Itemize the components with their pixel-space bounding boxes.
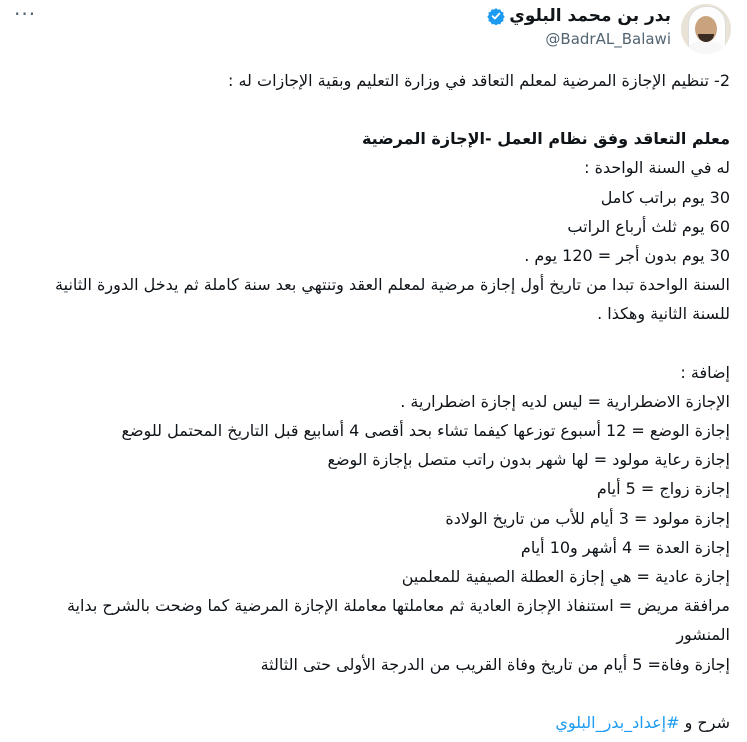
text-line: إجازة وفاة= 5 أيام من تاريخ وفاة القريب من الدرجة الأولى حتى الثالثة bbox=[260, 654, 730, 674]
text-line: 30 يوم بدون أجر = 120 يوم . bbox=[524, 246, 730, 266]
text-line: إجازة عادية = هي إجازة العطلة الصيفية للمعلمين bbox=[401, 567, 730, 587]
text-line: إجازة زواج = 5 أيام bbox=[596, 479, 730, 499]
text-line: 30 يوم براتب كامل bbox=[600, 187, 730, 207]
text-line: إجازة الوضع = 12 أسبوع توزعها كيفما تشاء بحد أقصى 4 أسابيع قبل التاريخ المحتمل للوضع bbox=[121, 421, 730, 441]
name-row bbox=[487, 6, 671, 26]
tweet-header bbox=[487, 4, 731, 54]
text-line: إضافة : bbox=[680, 362, 730, 382]
text-line: 2- تنظيم الإجازة المرضية لمعلم التعاقد في وزارة التعليم وبقية الإجازات له : bbox=[227, 71, 730, 90]
author-name[interactable]: بدر بن محمد البلوي bbox=[509, 6, 671, 26]
author-handle[interactable]: @BadrAL_Balawi bbox=[545, 30, 671, 48]
blank-line bbox=[30, 95, 730, 124]
blank-line bbox=[30, 329, 730, 358]
text-line: إجازة مولود = 3 أيام للأب من تاريخ الولادة bbox=[445, 508, 730, 528]
verified-badge-icon bbox=[487, 7, 505, 25]
avatar[interactable] bbox=[681, 4, 731, 54]
text-paragraph: مرافقة مريض = استنفاذ الإجازة العادية ثم معاملتها معاملة الإجازة المرضية كما وضحت بالشرح بداية المنشور bbox=[66, 596, 730, 645]
section-heading: معلم التعاقد وفق نظام العمل -الإجازة المرضية bbox=[361, 129, 730, 149]
more-options-icon[interactable]: ··· bbox=[14, 2, 37, 26]
footer-line bbox=[30, 708, 730, 737]
blank-line bbox=[30, 679, 730, 708]
text-line: إجازة رعاية مولود = لها شهر بدون راتب متصل بإجازة الوضع bbox=[327, 450, 730, 470]
hashtag-link[interactable]: #إعداد_بدر_البلوي bbox=[555, 712, 680, 732]
text-line: الإجازة الاضطرارية = ليس لديه إجازة اضطرارية . bbox=[400, 391, 730, 411]
footer-prefix: شرح و bbox=[679, 712, 730, 732]
text-paragraph: السنة الواحدة تبدا من تاريخ أول إجازة مرضية لمعلم العقد وتنتهي بعد سنة كاملة ثم يدخل الدورة الثانية للسنة الثانية وهكذا . bbox=[55, 275, 730, 324]
tweet-text bbox=[30, 66, 730, 737]
text-line: إجازة العدة = 4 أشهر و10 أيام bbox=[520, 537, 730, 557]
text-line: له في السنة الواحدة : bbox=[584, 158, 730, 178]
author-info bbox=[487, 4, 671, 48]
text-line: 60 يوم ثلث أرباع الراتب bbox=[567, 216, 730, 236]
